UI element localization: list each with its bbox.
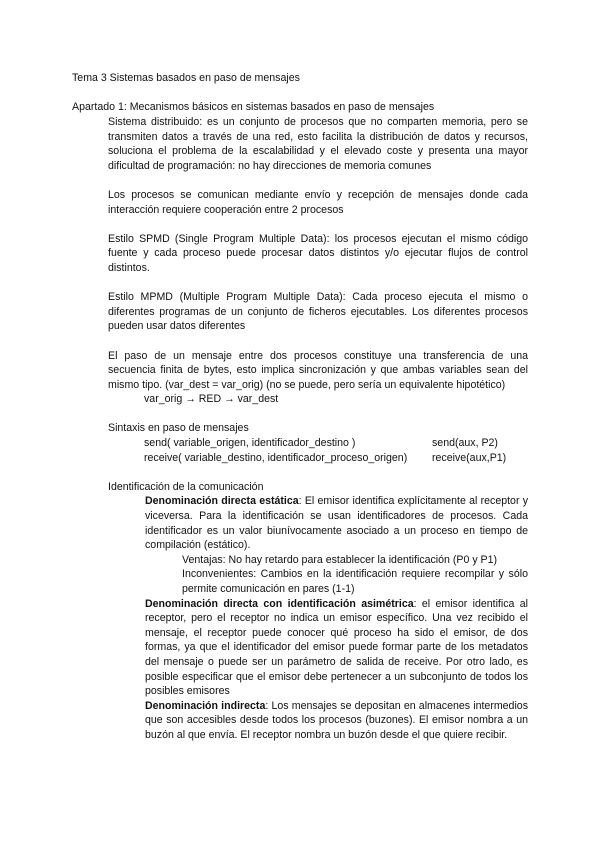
syntax-send-example: send(aux, P2) — [432, 437, 498, 450]
direct-static-disadvantages: Inconvenientes: Cambios en la identificación requiere recompilar y sólo permite comunicación en pares (1-1) — [182, 568, 528, 595]
syntax-send-generic: send( variable_origen, identificador_destino ) — [144, 437, 356, 450]
syntax-row-receive — [108, 451, 528, 466]
direct-static-naming — [108, 494, 528, 552]
section-heading: Apartado 1: Mecanismos básicos en sistemas basados en paso de mensajes — [72, 101, 435, 113]
direct-static-text: : El emisor identifica explícitamente al receptor y viceversa. Para la identificación se usan identificadores de procesos. Cada identificador es un valor biunívocamente asociado a un proceso en tiempo de compilación (estático). — [145, 495, 528, 552]
identification-heading: Identificación de la comunicación — [108, 480, 264, 493]
syntax-receive-generic: receive( variable_destino, identificador_proceso_origen) — [144, 451, 408, 464]
syntax-heading: Sintaxis en paso de mensajes — [108, 422, 249, 435]
direct-asymmetric-naming — [108, 597, 528, 699]
direct-asymmetric-term: Denominación directa con identificación asimétrica — [145, 597, 414, 610]
indirect-naming — [108, 699, 528, 743]
indirect-text: : Los mensajes se depositan en almacenes intermedios que son accesibles desde todos los procesos (buzones). El emisor nombra a un buzón al que envía. El receptor nombra un buzón desde el que quiere recibir. — [145, 699, 528, 741]
paragraph-message-passing: El paso de un mensaje entre dos procesos constituye una transferencia de una secuencia finita de bytes, esto implica sincronización y que ambas variables sean del mismo tipo. (var_dest = var_orig) (no se puede, pero sería un equivalente hipotético) — [108, 349, 528, 391]
direct-asymmetric-text: : el emisor identifica al receptor, pero el receptor no indica un emisor específico. Una vez recibido el mensaje, el receptor puede conocer qué proceso ha sido el emisor, de dos formas, ya que el identificador del emisor puede formar parte de los metadatos del mensaje o puede ser un parámetro de salida de receive. Por otro lado, es posible especificar que el emisor debe pertenecer a un subconjunto de todos los posibles emisores — [145, 597, 528, 698]
syntax-receive-example: receive(aux,P1) — [432, 451, 507, 464]
transfer-arrow-line: var_orig → RED → var_dest — [144, 393, 279, 406]
direct-static-advantages: Ventajas: No hay retardo para establecer la identificación (P0 y P1) — [182, 553, 498, 566]
paragraph-mpmd: Estilo MPMD (Multiple Program Multiple Data): Cada proceso ejecuta el mismo o diferentes programas de un conjunto de ficheros ejecutables. Los diferentes procesos pueden usar datos diferentes — [108, 291, 528, 333]
section-body — [108, 115, 528, 743]
indirect-term: Denominación indirecta — [145, 699, 266, 712]
paragraph-process-communication: Los procesos se comunican mediante envío y recepción de mensajes donde cada interacción requiere cooperación entre 2 procesos — [108, 188, 528, 216]
direct-static-term: Denominación directa estática — [145, 495, 299, 508]
paragraph-distributed-system: Sistema distribuido: es un conjunto de procesos que no comparten memoria, pero se transmiten datos a través de una red, esto facilita la distribución de datos y recursos, soluciona el problema de la escalabilidad y el elevado coste y presenta una mayor dificultad de programación: no hay direcciones de memoria comunes — [108, 116, 528, 172]
page-title: Tema 3 Sistemas basados en paso de mensajes — [72, 72, 300, 84]
paragraph-spmd: Estilo SPMD (Single Program Multiple Data): los procesos ejecutan el mismo código fuente y cada proceso puede procesar datos distintos y/o ejecutar flujos de control distintos. — [108, 232, 528, 274]
syntax-row-send — [108, 436, 528, 451]
